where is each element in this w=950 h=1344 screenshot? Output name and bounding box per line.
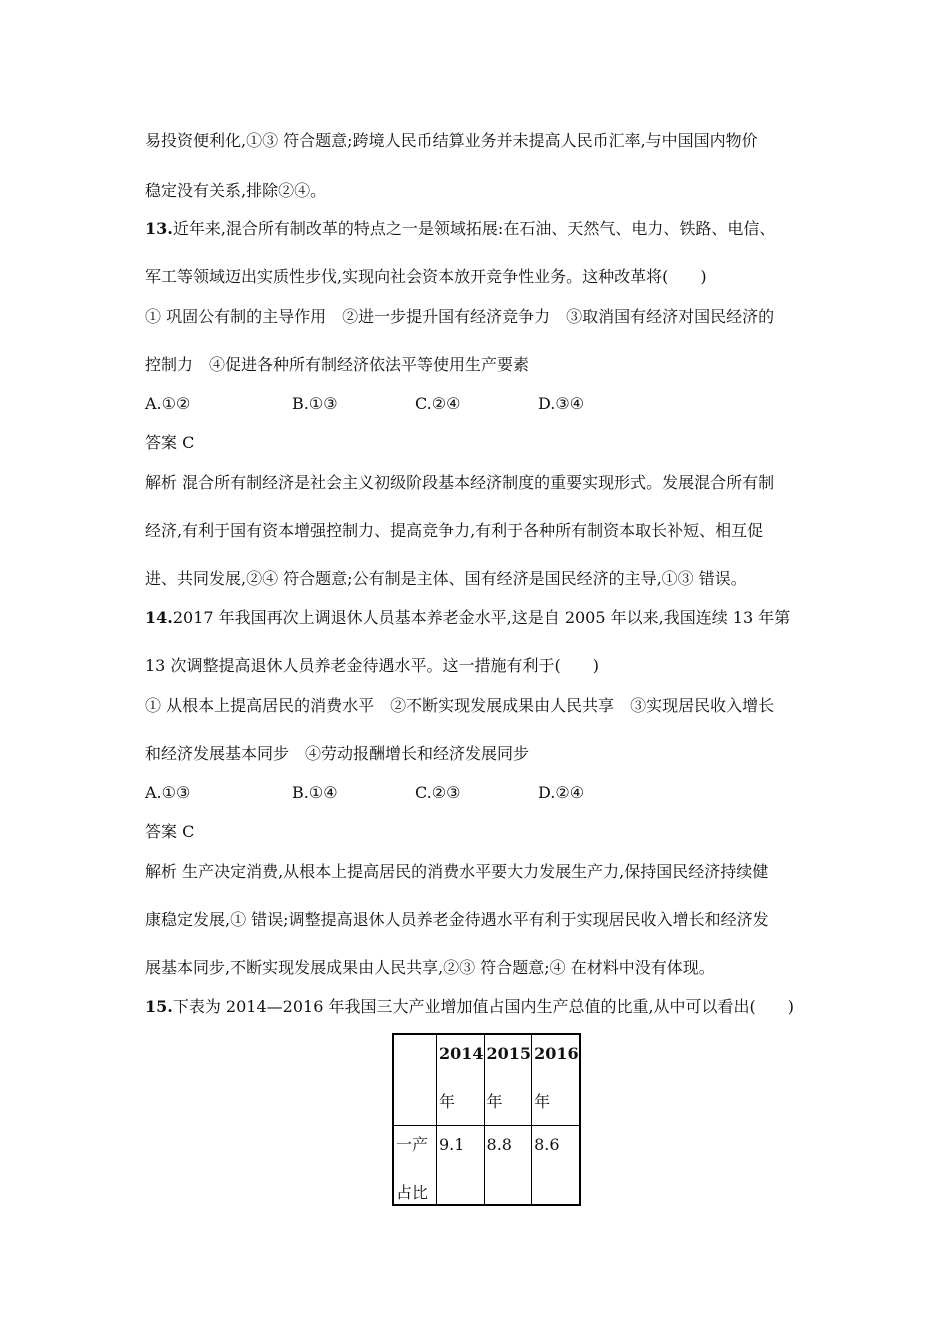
question-number: 14.: [145, 608, 173, 627]
option-b: B.①④: [292, 783, 338, 802]
option-a: A.①③: [145, 783, 191, 802]
answer: 答案 C: [145, 433, 195, 452]
table-header-cell: [532, 1034, 580, 1126]
cell-value: 8.6: [534, 1135, 560, 1154]
option-d: D.②④: [538, 783, 585, 802]
text-line: 稳定没有关系,排除②④。: [145, 181, 327, 200]
option-a: A.①②: [145, 394, 191, 413]
table-cell: [437, 1126, 485, 1206]
cell-value: 9.1: [439, 1135, 465, 1154]
explanation-line: 经济,有利于国有资本增强控制力、提高竞争力,有利于各种所有制资本取长补短、相互促: [145, 521, 764, 540]
explanation-line: 展基本同步,不断实现发展成果由人民共享,②③ 符合题意;④ 在材料中没有体现。: [145, 958, 715, 977]
question-text: 下表为 2014—2016 年我国三大产业增加值占国内生产总值的比重,从中可以看出( ): [172, 997, 795, 1016]
table-row: [393, 1126, 580, 1206]
header-year: 2016: [534, 1044, 579, 1063]
option-b: B.①③: [292, 394, 338, 413]
question-text: 军工等领域迈出实质性步伐,实现向社会资本放开竞争性业务。这种改革将( ): [145, 267, 707, 286]
explanation-line: 解析 混合所有制经济是社会主义初级阶段基本经济制度的重要实现形式。发展混合所有制: [145, 473, 775, 492]
header-year: 2014: [439, 1044, 484, 1063]
question-statements: 和经济发展基本同步 ④劳动报酬增长和经济发展同步: [145, 744, 530, 763]
table-cell: [532, 1126, 580, 1206]
text-line: 易投资便利化,①③ 符合题意;跨境人民币结算业务并未提高人民币汇率,与中国国内物价: [145, 131, 758, 150]
question-number: 15.: [145, 997, 173, 1016]
cell-value: 8.8: [486, 1135, 512, 1154]
table-header-row: [393, 1034, 580, 1126]
industry-share-table: [392, 1033, 581, 1206]
table-corner-cell: [393, 1034, 437, 1126]
header-unit: 年: [439, 1092, 456, 1111]
option-c: C.②④: [415, 394, 461, 413]
question-14-stem: [145, 607, 790, 629]
question-statements: ① 巩固公有制的主导作用 ②进一步提升国有经济竞争力 ③取消国有经济对国民经济的: [145, 307, 775, 326]
explanation-line: 进、共同发展,②④ 符合题意;公有制是主体、国有经济是国民经济的主导,①③ 错误。: [145, 569, 747, 588]
question-statements: ① 从根本上提高居民的消费水平 ②不断实现发展成果由人民共享 ③实现居民收入增长: [145, 696, 775, 715]
question-number: 13.: [145, 219, 173, 238]
question-statements: 控制力 ④促进各种所有制经济依法平等使用生产要素: [145, 355, 530, 374]
header-year: 2015: [486, 1044, 532, 1063]
answer: 答案 C: [145, 822, 195, 841]
row-label: 一产: [396, 1135, 429, 1154]
option-d: D.③④: [538, 394, 585, 413]
header-unit: 年: [534, 1092, 551, 1111]
question-13-stem: [145, 218, 775, 240]
explanation-line: 康稳定发展,① 错误;调整提高退休人员养老金待遇水平有利于实现居民收入增长和经济发: [145, 910, 769, 929]
table-cell: [484, 1126, 532, 1206]
row-label: 占比: [396, 1183, 429, 1202]
option-c: C.②③: [415, 783, 461, 802]
header-unit: 年: [486, 1092, 503, 1111]
question-text: 13 次调整提高退休人员养老金待遇水平。这一措施有利于( ): [145, 656, 599, 675]
explanation-line: 解析 生产决定消费,从根本上提高居民的消费水平要大力发展生产力,保持国民经济持续健: [145, 862, 769, 881]
question-15-stem: [145, 996, 794, 1018]
question-text: 2017 年我国再次上调退休人员基本养老金水平,这是自 2005 年以来,我国连续 13 年第: [172, 608, 791, 627]
question-text: 近年来,混合所有制改革的特点之一是领域拓展:在石油、天然气、电力、铁路、电信、: [172, 219, 776, 238]
table-header-cell: [484, 1034, 532, 1126]
table-header-cell: [437, 1034, 485, 1126]
row-label-cell: [393, 1126, 437, 1206]
